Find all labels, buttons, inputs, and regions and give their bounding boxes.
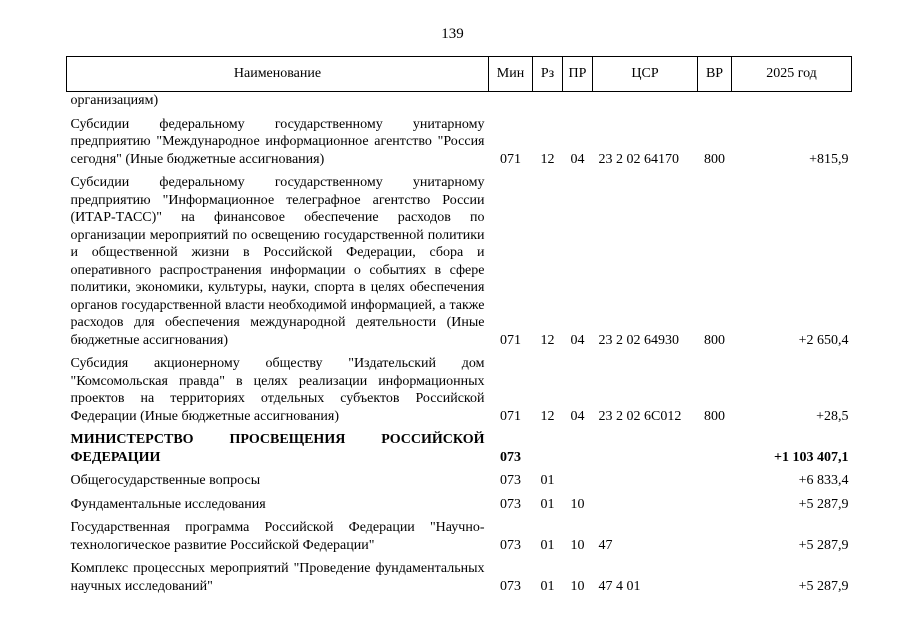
header-csr: ЦСР (593, 57, 698, 92)
row-sum: +28,5 (816, 408, 849, 424)
row-min: 073 (500, 537, 521, 553)
row-pr (563, 425, 593, 466)
row-pr: 10 (570, 496, 585, 512)
row-pr: 04 (570, 151, 585, 167)
table-row (67, 554, 852, 595)
row-vr (698, 554, 732, 595)
row-csr: 23 2 02 6С012 (598, 408, 682, 424)
row-name: Субсидия акционерному обществу "Издательский дом "Комсомольская правда" в целях реализации информационных проектов на территориях отдельных субъектов Российской Федерации (Иные бюджетные ассигнования) (70, 356, 485, 424)
row-min: 071 (500, 332, 521, 348)
row-csr: 47 4 01 (598, 578, 641, 594)
header-row (67, 57, 852, 92)
row-vr (698, 466, 732, 490)
row-vr (698, 425, 732, 466)
row-rz: 12 (540, 151, 555, 167)
ministry-name: МИНИСТЕРСТВО ПРОСВЕЩЕНИЯ РОССИЙСКОЙ ФЕДЕРАЦИИ (70, 432, 485, 465)
ministry-row (67, 425, 852, 466)
row-name: Комплекс процессных мероприятий "Проведение фундаментальных научных исследований" (70, 561, 485, 594)
row-vr: 800 (704, 332, 725, 348)
row-rz: 01 (540, 473, 555, 488)
row-min: 073 (500, 578, 521, 594)
table-row (67, 168, 852, 349)
row-csr (593, 490, 698, 514)
row-csr (593, 92, 698, 110)
table-row (67, 92, 852, 110)
row-name: Государственная программа Российской Федерации "Научно-технологическое развитие Российской Федерации" (70, 520, 485, 553)
row-sum (732, 92, 852, 110)
row-vr (698, 92, 732, 110)
row-name: Общегосударственные вопросы (70, 473, 261, 488)
row-name: организациям) (70, 93, 159, 108)
row-min: 073 (500, 449, 521, 465)
table-row (67, 110, 852, 169)
page-number: 139 (441, 26, 464, 42)
row-sum: +5 287,9 (798, 578, 849, 594)
row-vr (698, 513, 732, 554)
row-csr (593, 466, 698, 490)
row-vr: 800 (704, 408, 725, 424)
row-rz (533, 92, 563, 110)
row-pr: 10 (570, 578, 585, 594)
row-rz: 12 (540, 332, 555, 348)
row-csr: 23 2 02 64170 (598, 151, 679, 167)
row-min: 073 (500, 496, 521, 512)
table-row (67, 349, 852, 425)
row-pr (563, 466, 593, 490)
row-min: 071 (500, 408, 521, 424)
row-min: 071 (500, 151, 521, 167)
header-name: Наименование (67, 57, 489, 92)
row-rz: 01 (540, 496, 555, 512)
header-vr: ВР (698, 57, 732, 92)
row-rz: 01 (540, 578, 555, 594)
row-rz: 01 (540, 537, 555, 553)
row-sum: +5 287,9 (798, 496, 849, 512)
row-csr: 47 (598, 537, 613, 553)
row-sum: +5 287,9 (798, 537, 849, 553)
row-name: Субсидии федеральному государственному унитарному предприятию "Международное информационное агентство "Россия сегодня" (Иные бюджетные ассигнования) (70, 116, 485, 167)
row-sum: +6 833,4 (798, 473, 849, 488)
row-pr (563, 92, 593, 110)
row-vr (698, 490, 732, 514)
budget-table (66, 56, 852, 595)
row-sum: +2 650,4 (798, 332, 849, 348)
table-row (67, 513, 852, 554)
row-min (489, 92, 533, 110)
row-vr: 800 (704, 151, 725, 167)
row-sum: +815,9 (809, 151, 849, 167)
row-csr (593, 425, 698, 466)
header-pr: ПР (563, 57, 593, 92)
header-sum: 2025 год (732, 57, 852, 92)
row-csr: 23 2 02 64930 (598, 332, 679, 348)
row-name: Фундаментальные исследования (70, 496, 266, 512)
row-pr: 10 (570, 537, 585, 553)
table-row (67, 466, 852, 490)
row-rz (533, 425, 563, 466)
row-pr: 04 (570, 332, 585, 348)
row-pr: 04 (570, 408, 585, 424)
row-rz: 12 (540, 408, 555, 424)
row-sum: +1 103 407,1 (774, 449, 849, 465)
row-min: 073 (500, 473, 521, 488)
header-min: Мин (489, 57, 533, 92)
header-rz: Рз (533, 57, 563, 92)
row-name: Субсидии федеральному государственному унитарному предприятию "Информационное телеграфное агентство России (ИТАР-ТАСС)" на финансовое обеспечение расходов по организации мероприятий по освещению государственной политики и общественной жизни в Российской Федерации, сбора и оперативного распространения информации о событиях в сфере политики, экономики, культуры, науки, спорта в целях обеспечения органов государственной власти необходимой информацией, а также расходов для обеспечения международной деятельности (Иные бюджетные ассигнования) (70, 175, 485, 348)
table-row (67, 490, 852, 514)
